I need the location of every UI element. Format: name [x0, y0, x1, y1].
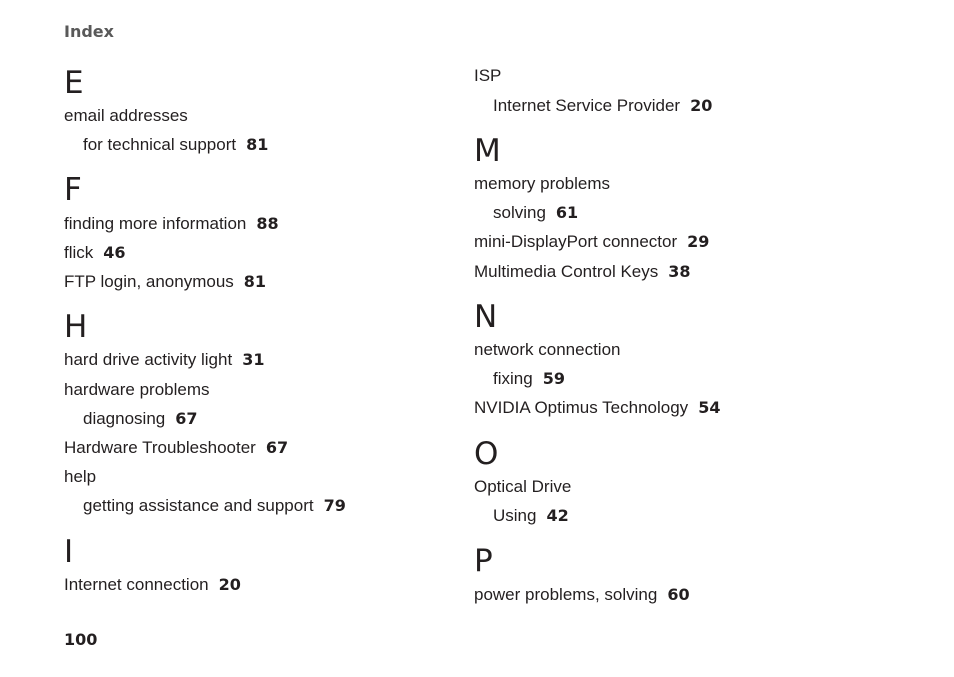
index-entry: ISP	[474, 66, 502, 85]
section-letter-o: O	[474, 436, 499, 472]
page-ref: 29	[687, 232, 710, 251]
page-ref: 42	[546, 506, 569, 525]
page-ref: 67	[265, 438, 289, 457]
page-ref: 46	[103, 243, 126, 262]
page-ref: 38	[668, 262, 691, 281]
section-letter-n: N	[474, 299, 498, 335]
running-header: Index	[64, 22, 114, 41]
index-entry: memory problems	[474, 174, 611, 193]
index-subentry: diagnosing 67	[83, 409, 198, 428]
page-ref: 20	[218, 575, 241, 594]
index-entry: network connection	[474, 340, 621, 359]
section-letter-e: E	[64, 65, 84, 101]
index-entry: help	[64, 467, 97, 486]
page-ref: 54	[698, 398, 721, 417]
page-ref: 88	[256, 214, 279, 233]
index-subentry: getting assistance and support 79	[83, 496, 346, 515]
index-subentry: for technical support 81	[83, 135, 269, 154]
index-entry: NVIDIA Optimus Technology 54	[474, 398, 721, 417]
page-ref: 81	[246, 135, 269, 154]
index-entry: flick 46	[64, 243, 126, 262]
index-subentry: solving 61	[493, 203, 579, 222]
page-ref: 79	[323, 496, 346, 515]
page-ref: 60	[667, 585, 690, 604]
page-ref: 20	[690, 96, 713, 115]
index-entry: Optical Drive	[474, 477, 572, 496]
index-entry: hard drive activity light 31	[64, 350, 265, 369]
section-letter-p: P	[474, 543, 493, 579]
page-number: 100	[64, 630, 98, 649]
index-subentry: Using 42	[493, 506, 569, 525]
page-ref: 81	[243, 272, 267, 291]
index-subentry: fixing 59	[493, 369, 565, 388]
page-ref: 59	[542, 369, 565, 388]
section-letter-i: I	[64, 534, 74, 570]
page-ref: 61	[555, 203, 579, 222]
section-letter-m: M	[474, 133, 501, 169]
index-entry: Multimedia Control Keys 38	[474, 262, 691, 281]
index-entry: Hardware Troubleshooter 67	[64, 438, 289, 457]
index-entry: power problems, solving 60	[474, 585, 690, 604]
index-entry: Internet connection 20	[64, 575, 241, 594]
index-entry: FTP login, anonymous 81	[64, 272, 267, 291]
index-entry: finding more information 88	[64, 214, 279, 233]
section-letter-f: F	[64, 172, 82, 208]
page-ref: 31	[242, 350, 265, 369]
index-entry: mini-DisplayPort connector 29	[474, 232, 710, 251]
page-ref: 67	[175, 409, 198, 428]
index-entry: email addresses	[64, 106, 188, 125]
section-letter-h: H	[64, 309, 88, 345]
index-subentry: Internet Service Provider 20	[493, 96, 713, 115]
index-entry: hardware problems	[64, 380, 210, 399]
